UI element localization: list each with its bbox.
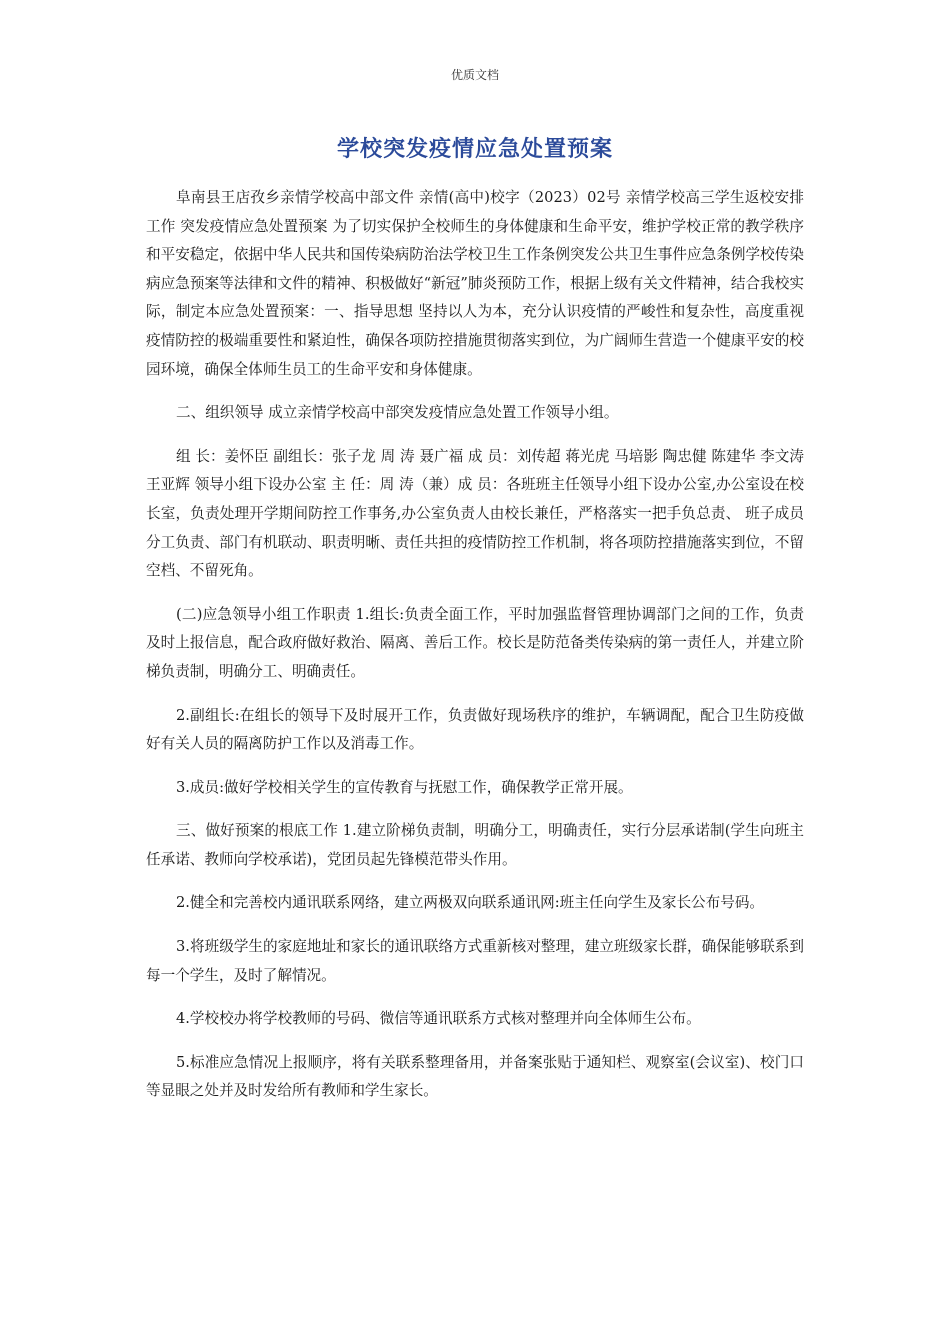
paragraph: 二、组织领导 成立亲情学校高中部突发疫情应急处置工作领导小组。 <box>176 404 619 422</box>
paragraph: 4.学校校办将学校教师的号码、微信等通讯联系方式核对整理并向全体师生公布。 <box>176 1010 701 1028</box>
paragraph: 组 长：姜怀臣 副组长：张子龙 周 涛 聂广福 成 员：刘传超 蒋光虎 马培影 陶忠健 陈建华 李文涛 王亚辉 领导小组下设办公室 主 任：周 涛（兼）成 员：各班班主任领导小组下设办公室,办公室设在校长室，负责处理开学期间防控工作事务,办公室负责人由校长兼任，严格落实一把手负总责、 班子成员分工负责、部门有机联动、职责明晰、责任共担的疫情防控工作机制，将各项防控措施落实到位，不留空档、不留死角。 <box>146 447 804 580</box>
paragraph: (二)应急领导小组工作职责 1.组长:负责全面工作，平时加强监督管理协调部门之间的工作，负责及时上报信息，配合政府做好救治、隔离、善后工作。校长是防范备类传染病的第一责任人，并建立阶梯负责制，明确分工、明确责任。 <box>146 605 804 680</box>
paragraph: 2.副组长:在组长的领导下及时展开工作，负责做好现场秩序的维护，车辆调配，配合卫生防疫做好有关人员的隔离防护工作以及消毒工作。 <box>146 706 804 753</box>
paragraph: 3.成员:做好学校相关学生的宣传教育与抚慰工作，确保教学正常开展。 <box>176 778 633 796</box>
paragraph: 2.健全和完善校内通讯联系网络，建立两极双向联系通讯网:班主任向学生及家长公布号码。 <box>176 894 765 912</box>
document-title: 学校突发疫情应急处置预案 <box>336 137 613 162</box>
document-body <box>146 184 804 1121</box>
paragraph: 3.将班级学生的家庭地址和家长的通讯联络方式重新核对整理，建立班级家长群，确保能够联系到每一个学生，及时了解情况。 <box>146 938 804 984</box>
paragraph: 阜南县王店孜乡亲情学校高中部文件 亲情(高中)校字（2023）02号 亲情学校高三学生返校安排工作 突发疫情应急处置预案 为了切实保护全校师生的身体健康和生命平安，维护学校正常的教学秩序和平安稳定，依据中华人民共和国传染病防治法学校卫生工作条例突发公共卫生事件应急条例学校传染病应急预案等法律和文件的精神、积极做好“新冠”肺炎预防工作，根据上级有关文件精神，结合我校实际，制定本应急处置预案：一、指导思想 坚持以人为本，充分认识疫情的严峻性和复杂性，高度重视疫情防控的极端重要性和紧迫性，确保各项防控措施贯彻落实到位，为广阔师生营造一个健康平安的校园环境，确保全体师生员工的生命平安和身体健康。 <box>146 189 804 378</box>
header-mark: 优质文档 <box>450 68 499 82</box>
paragraph: 三、做好预案的根底工作 1.建立阶梯负责制，明确分工，明确责任，实行分层承诺制(学生向班主任承诺、教师向学校承诺)，党团员起先锋模范带头作用。 <box>146 822 804 868</box>
paragraph: 5.标准应急情况上报顺序，将有关联系整理备用，并备案张贴于通知栏、观察室(会议室)、校门口等显眼之处并及时发给所有教师和学生家长。 <box>146 1053 804 1100</box>
